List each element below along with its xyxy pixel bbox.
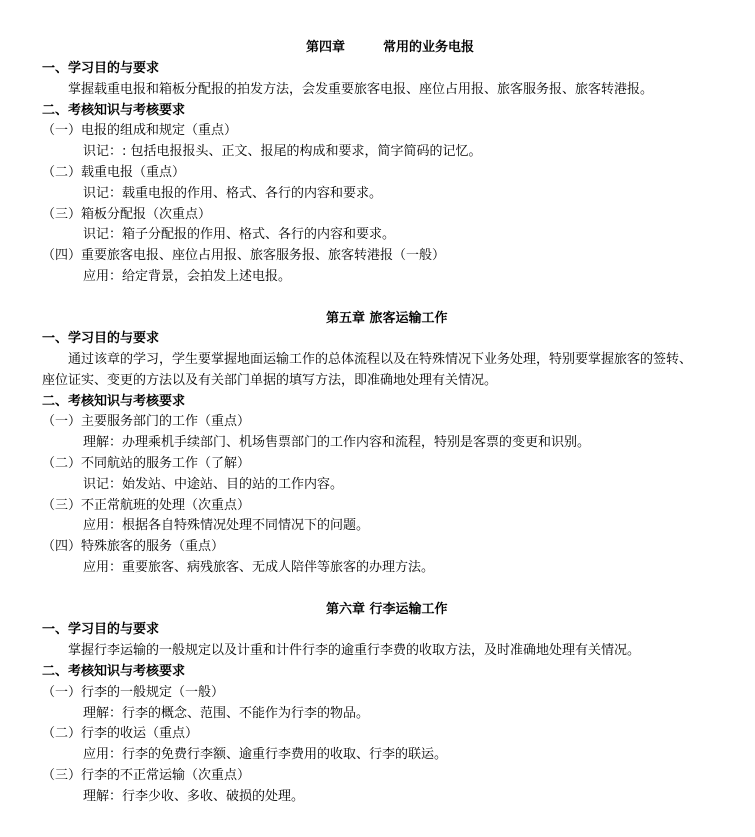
chapter6-title: 第六章 行李运输工作 [326,602,448,617]
chapter5-item-4-detail: 应用：重要旅客、病残旅客、无成人陪伴等旅客的办理方法。 [83,560,435,575]
chapter5-item-3-detail: 应用：根据各自特殊情况处理不同情况下的问题。 [83,518,370,533]
chapter5-sec1-heading: 一、学习目的与要求 [42,331,160,346]
chapter5-item-2-head: （二）不同航站的服务工作（了解） [42,456,251,471]
chapter4-title [306,40,474,56]
chapter4-sec1-heading: 一、学习目的与要求 [42,61,160,76]
chapter4-item-3-head: （三）箱板分配报（次重点） [42,207,212,222]
chapter4-title-number: 第四章 [306,40,346,55]
chapter5-sec1-text-line2: 座位证实、变更的方法以及有关部门单据的填写方法，即准确地处理有关情况。 [42,373,498,388]
chapter4-item-3-detail: 识记：箱子分配报的作用、格式、各行的内容和要求。 [83,227,396,242]
chapter5-title: 第五章 旅客运输工作 [326,311,448,326]
chapter5-item-2-detail: 识记：始发站、中途站、目的站的工作内容。 [83,477,344,492]
chapter4-item-2-detail: 识记：载重电报的作用、格式、各行的内容和要求。 [83,186,383,201]
chapter4-item-2-head: （二）载重电报（重点） [42,165,186,180]
chapter6-sec1-text: 掌握行李运输的一般规定以及计重和计件行李的逾重行李费的收取方法，及时准确地处理有关情况。 [68,643,641,658]
chapter4-title-name: 常用的业务电报 [383,40,475,55]
chapter5-item-3-head: （三）不正常航班的处理（次重点） [42,498,251,513]
chapter6-item-3-detail: 理解：行李少收、多收、破损的处理。 [83,789,305,804]
chapter6-item-3-head: （三）行李的不正常运输（次重点） [42,768,251,783]
chapter4-item-1-head: （一）电报的组成和规定（重点） [42,123,238,138]
chapter6-sec1-heading: 一、学习目的与要求 [42,622,160,637]
chapter5-sec1-text-line1: 通过该章的学习，学生要掌握地面运输工作的总体流程以及在特殊情况下业务处理，特别要掌握旅客的签转、 [68,352,693,367]
chapter5-item-1-detail: 理解：办理乘机手续部门、机场售票部门的工作内容和流程，特别是客票的变更和识别。 [83,435,591,450]
chapter5-item-1-head: （一）主要服务部门的工作（重点） [42,414,251,429]
chapter4-item-4-detail: 应用：给定背景，会拍发上述电报。 [83,269,292,284]
chapter6-item-2-head: （二）行李的收运（重点） [42,726,199,741]
chapter6-item-2-detail: 应用：行李的免费行李额、逾重行李费用的收取、行李的联运。 [83,747,448,762]
chapter6-item-1-head: （一）行李的一般规定（一般） [42,685,225,700]
chapter4-sec1-text: 掌握载重电报和箱板分配报的拍发方法，会发重要旅客电报、座位占用报、旅客服务报、旅客转港报。 [68,82,654,97]
chapter5-item-4-head: （四）特殊旅客的服务（重点） [42,539,225,554]
chapter4-item-1-detail: 识记：: 包括电报报头、正文、报尾的构成和要求，简字简码的记忆。 [83,144,482,159]
chapter4-item-4-head: （四）重要旅客电报、座位占用报、旅客服务报、旅客转港报（一般） [42,248,446,263]
chapter6-item-1-detail: 理解：行李的概念、范围、不能作为行李的物品。 [83,706,370,721]
chapter5-sec2-heading: 二、考核知识与考核要求 [42,394,186,409]
chapter6-sec2-heading: 二、考核知识与考核要求 [42,664,186,679]
chapter4-sec2-heading: 二、考核知识与考核要求 [42,103,186,118]
